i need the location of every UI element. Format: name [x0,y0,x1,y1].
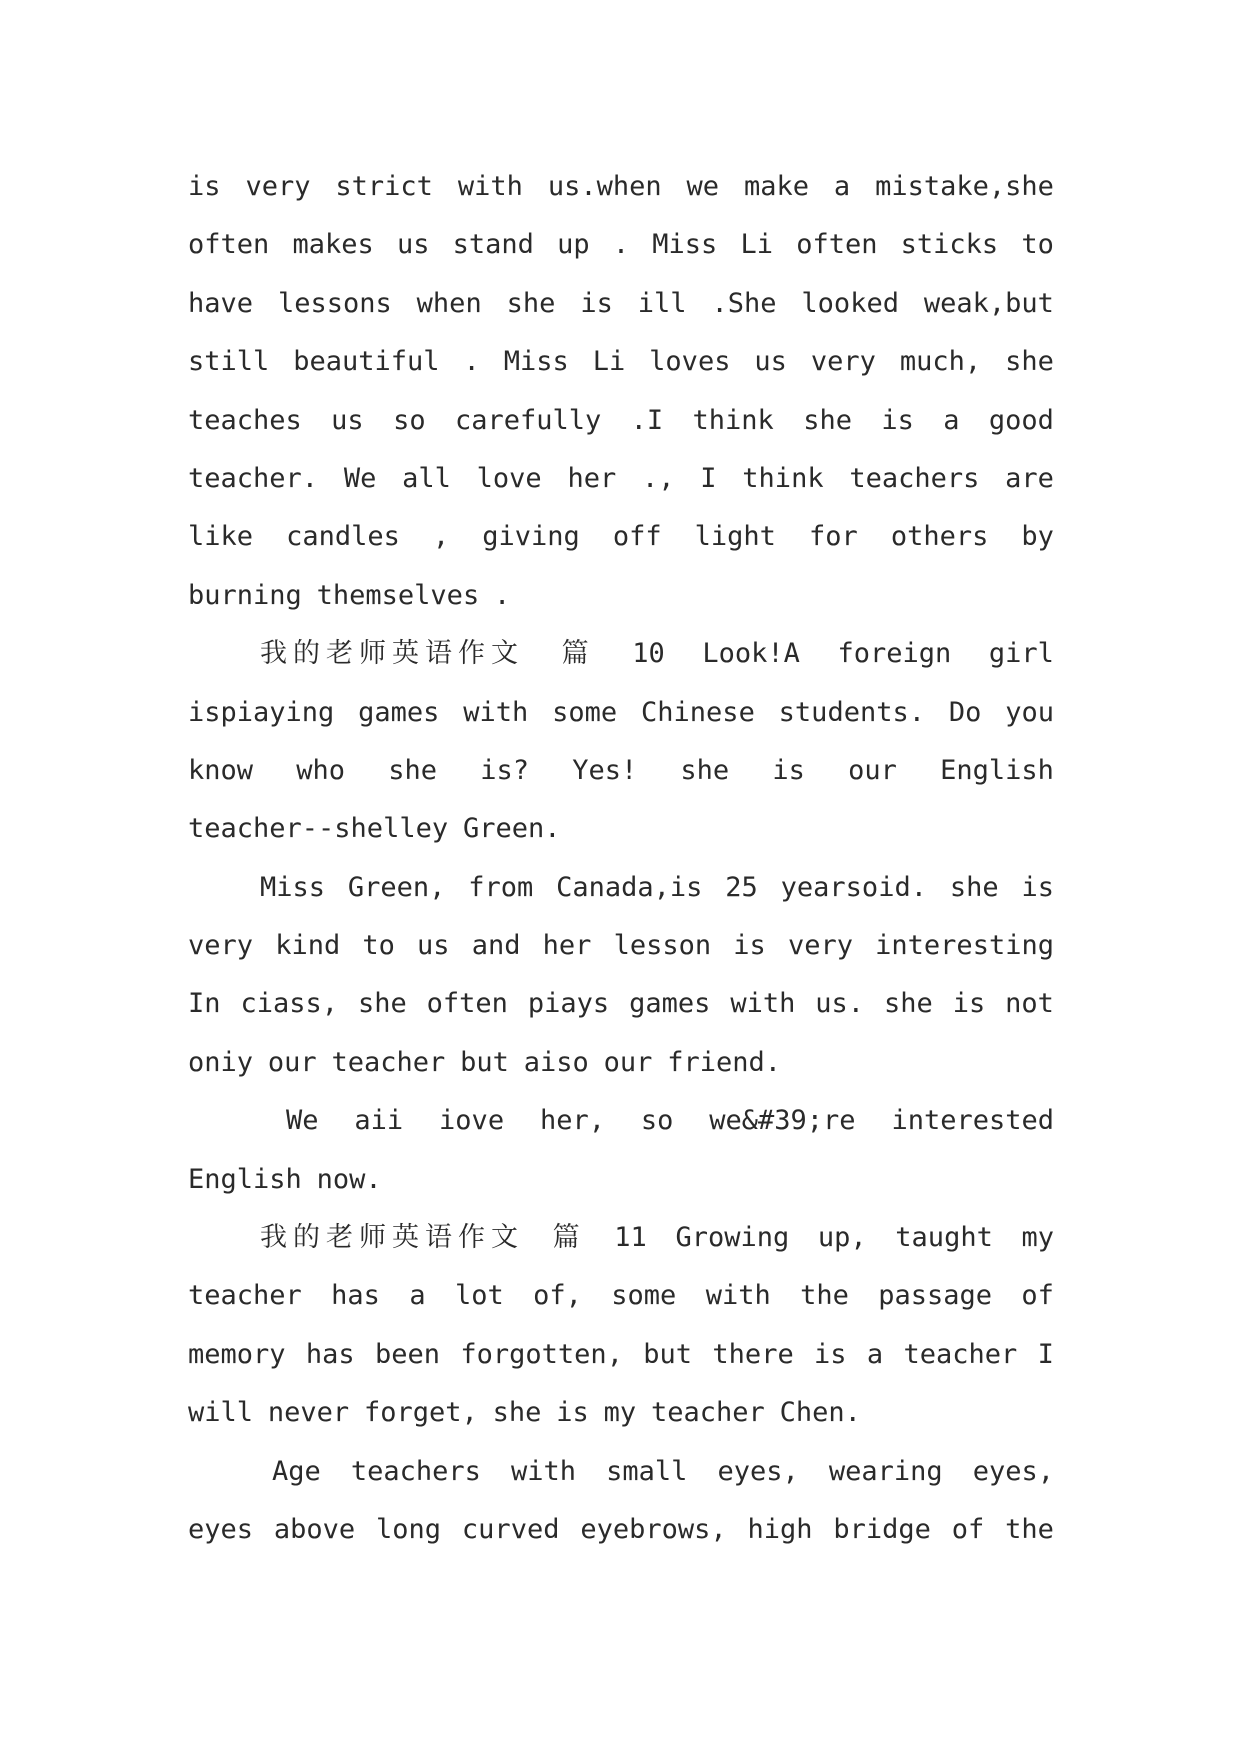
text-line: memory has been forgotten, but there is a teacher I [188,1338,1054,1370]
text-line: teacher has a lot of, some with the passage of [188,1280,1054,1312]
text-line: know who she is? Yes! she is our English [188,754,1054,786]
text-line: will never forget, she is my teacher Chen. [188,1397,861,1429]
document-page [188,158,1054,1559]
text-line: 我的老师英语作文 篇 10 Look!A foreign girl [260,638,1054,670]
text-line: burning themselves . [188,579,511,611]
text-line: teaches us so carefully .I think she is a good [188,404,1054,436]
text-line: Miss Green, from Canada,is 25 yearsoid. she is [260,871,1054,903]
text-line: teacher--shelley Green. [188,813,561,845]
text-line: eyes above long curved eyebrows, high bridge of the [188,1513,1054,1545]
text-line: ispiaying games with some Chinese students. Do you [188,696,1054,728]
text-line: often makes us stand up . Miss Li often sticks to [188,229,1054,261]
text-line: is very strict with us.when we make a mistake,she [188,171,1054,202]
text-line: very kind to us and her lesson is very interesting [188,930,1054,962]
text-line: oniy our teacher but aiso our friend. [188,1046,782,1078]
text-line: Age teachers with small eyes, wearing eyes, [272,1455,1054,1487]
text-line: teacher. We all love her ., I think teachers are [188,462,1054,494]
text-line: still beautiful . Miss Li loves us very much, she [188,346,1054,378]
text-line: have lessons when she is ill .She looked weak,but [188,287,1054,319]
text-line: In ciass, she often piays games with us. she is not [188,988,1054,1020]
text-line: We aii iove her, so we&#39;re interested [286,1105,1054,1137]
text-line: English now. [188,1163,382,1195]
text-line: 我的老师英语作文 篇 11 Growing up, taught my [260,1222,1054,1254]
text-line: like candles , giving off light for others by [188,521,1054,553]
